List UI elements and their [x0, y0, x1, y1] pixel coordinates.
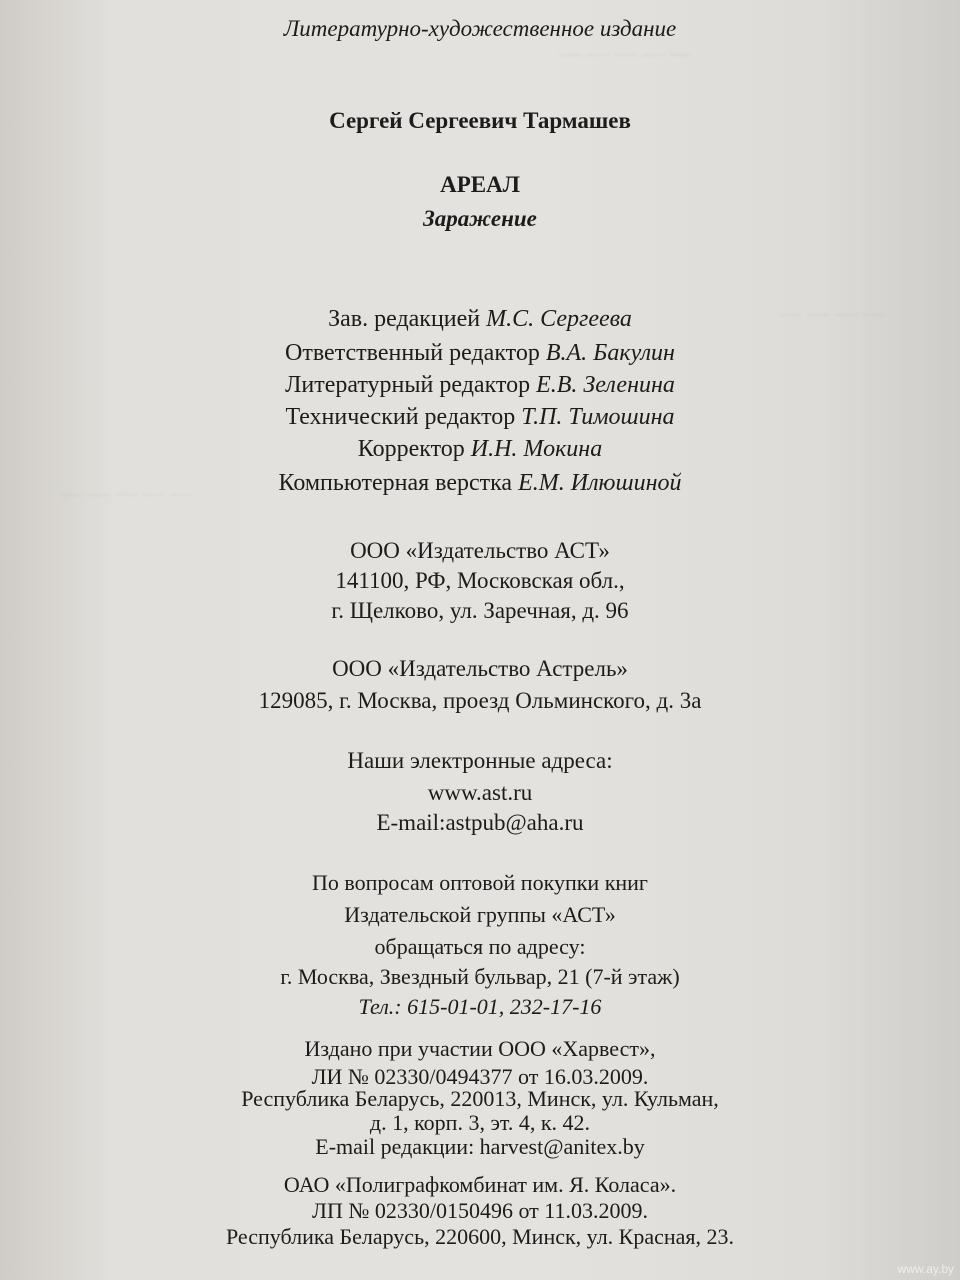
harvest-line: E-mail редакции: harvest@anitex.by [315, 1134, 645, 1159]
wholesale-line: По вопросам оптовой покупки книг [312, 870, 648, 895]
credit-role: Литературный редактор [285, 372, 531, 398]
credit-line [0, 372, 960, 399]
electronic-heading: Наши электронные адреса: [347, 748, 613, 773]
credit-name: Е.М. Илюшиной [518, 470, 682, 496]
address-line: г. Щелково, ул. Заречная, д. 96 [331, 598, 629, 623]
wholesale-line: г. Москва, Звездный бульвар, 21 (7-й этаж) [280, 964, 680, 989]
address-line: 141100, РФ, Московская обл., [335, 568, 625, 593]
credit-line [0, 404, 960, 431]
site-watermark: www.ay.by [897, 1262, 954, 1276]
credit-name: В.А. Бакулин [545, 340, 675, 366]
author-name: Сергей Сергеевич Тармашев [329, 108, 631, 133]
show-through-texture: — — — — — [560, 40, 692, 65]
credit-role: Ответственный редактор [285, 340, 540, 366]
credit-line [0, 340, 960, 367]
credit-role: Зав. редакцией [328, 306, 481, 332]
printer-line: Республика Беларусь, 220600, Минск, ул. Красная, 23. [225, 1224, 735, 1249]
wholesale-line: обращаться по адресу: [374, 934, 586, 959]
edition-type: Литературно-художественное издание [283, 16, 677, 41]
address-line: 129085, г. Москва, проезд Ольминского, д. 3а [258, 688, 702, 713]
harvest-line: Республика Беларусь, 220013, Минск, ул. Кульман, [241, 1086, 719, 1111]
credit-name: Т.П. Тимошина [521, 404, 675, 430]
printer-line: ЛП № 02330/0150496 от 11.03.2009. [312, 1198, 648, 1223]
credit-role: Технический редактор [285, 404, 516, 430]
harvest-line: ЛИ № 02330/0494377 от 16.03.2009. [311, 1064, 649, 1089]
credit-line [0, 470, 960, 497]
wholesale-line: Издательской группы «АСТ» [344, 902, 616, 927]
credit-name: И.Н. Мокина [470, 436, 603, 462]
printer-line: ОАО «Полиграфкомбинат им. Я. Коласа». [283, 1172, 677, 1197]
credit-role: Компьютерная верстка [278, 470, 513, 496]
email-address: E-mail:astpub@aha.ru [376, 810, 584, 835]
harvest-line: Издано при участии ООО «Харвест», [304, 1036, 656, 1061]
show-through-texture: — — — — — [60, 480, 192, 505]
address-line: ООО «Издательство АСТ» [350, 538, 610, 563]
credit-role: Корректор [357, 436, 465, 462]
credit-line [0, 436, 960, 463]
credit-name: М.С. Сергеева [486, 306, 632, 332]
address-line: ООО «Издательство Астрель» [332, 656, 628, 681]
book-title: АРЕАЛ [440, 172, 520, 197]
credit-line [0, 306, 960, 333]
website-link: www.ast.ru [427, 780, 533, 805]
harvest-line: д. 1, корп. 3, эт. 4, к. 42. [369, 1110, 591, 1135]
wholesale-phone: Тел.: 615-01-01, 232-17-16 [358, 994, 602, 1019]
credit-name: Е.В. Зеленина [536, 372, 675, 398]
book-subtitle: Заражение [423, 206, 537, 231]
show-through-texture: — — — — [780, 300, 885, 325]
